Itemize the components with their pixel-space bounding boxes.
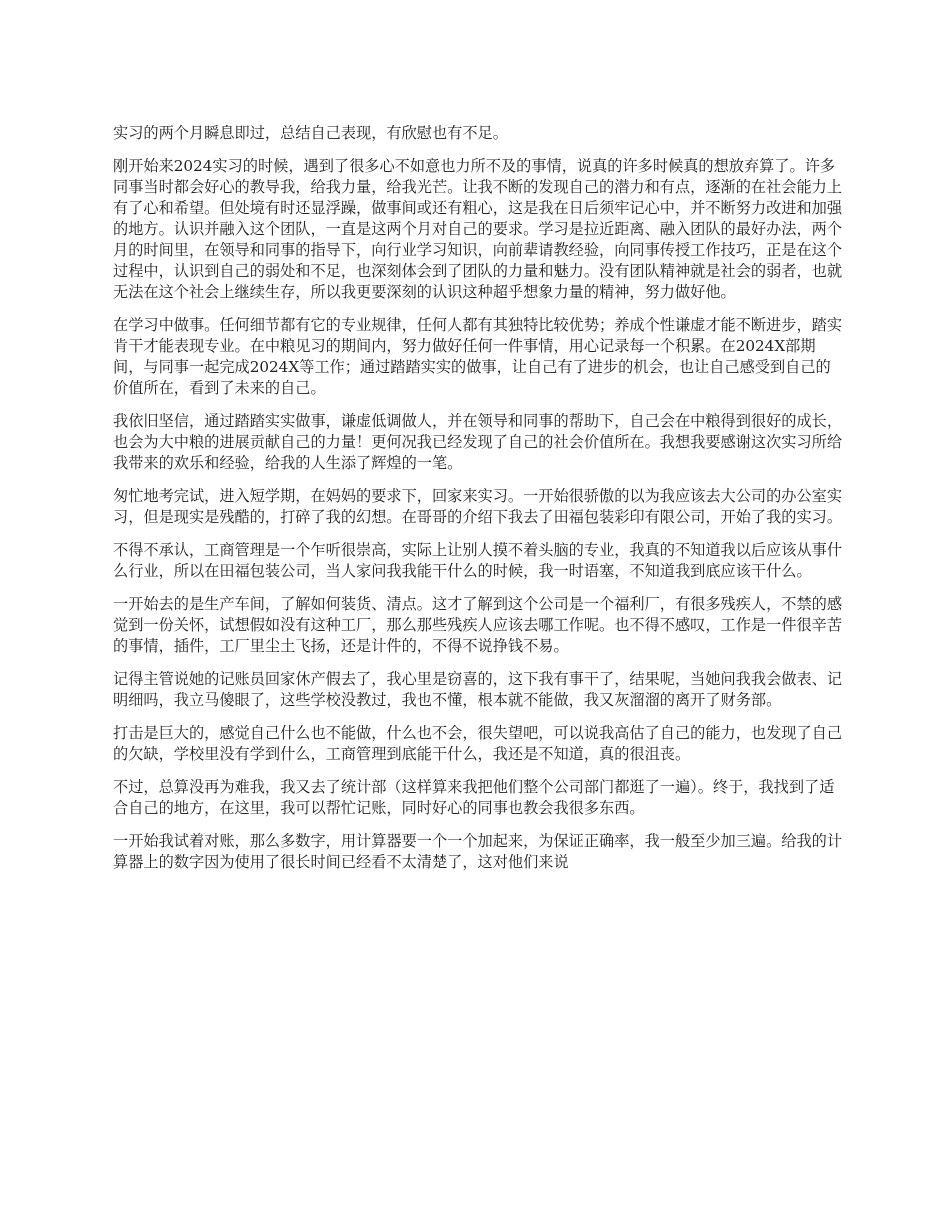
document-body bbox=[113, 123, 843, 885]
paragraph-1: 实习的两个月瞬息即过，总结自己表现，有欣慰也有不足。 bbox=[113, 124, 508, 142]
paragraph-11: 一开始我试着对账，那么多数字，用计算器要一个一个加起来，为保证正确率，我一般至少加三遍。给我的计算器上的数字因为使用了很长时间已经看不太清楚了，这对他们来说 bbox=[113, 832, 842, 871]
paragraph-3: 在学习中做事。任何细节都有它的专业规律，任何人都有其独特比较优势；养成个性谦虚才能不断进步，踏实肯干才能表现专业。在中粮见习的期间内，努力做好任何一件事情，用心记录每一个积累。在2024X部期间，与同事一起完成2024X等工作；通过踏踏实实的做事，让自己有了进步的机会，也让自己感受到自己的价值所在，看到了未来的自己。 bbox=[113, 316, 842, 397]
paragraph-10: 不过，总算没再为难我，我又去了统计部（这样算来我把他们整个公司部门都逛了一遍）。终于，我找到了适合自己的地方，在这里，我可以帮忙记账，同时好心的同事也教会我很多东西。 bbox=[113, 778, 835, 817]
paragraph-9: 打击是巨大的，感觉自己什么也不能做，什么也不会，很失望吧，可以说我高估了自己的能力，也发现了自己的欠缺，学校里没有学到什么，工商管理到底能干什么，我还是不知道，真的很沮丧。 bbox=[113, 724, 842, 763]
paragraph-2: 刚开始来2024实习的时候，遇到了很多心不如意也力所不及的事情，说真的许多时候真的想放弃算了。许多同事当时都会好心的教导我，给我力量，给我光芒。让我不断的发现自己的潜力和有点，逐渐的在社会能力上有了心和希望。但处境有时还显浮躁，做事间或还有粗心，这是我在日后须牢记心中，并不断努力改进和加强的地方。认识并融入这个团队，一直是这两个月对自己的要求。学习是拉近距离、融入团队的最好办法，两个月的时间里，在领导和同事的指导下，向行业学习知识，向前辈请教经验，向同事传授工作技巧，正是在这个过程中，认识到自己的弱处和不足，也深刻体会到了团队的力量和魅力。没有团队精神就是社会的弱者，也就无法在这个社会上继续生存，所以我更要深刻的认识这种超乎想象力量的精神，努力做好他。 bbox=[113, 157, 842, 301]
paragraph-4: 我依旧坚信，通过踏踏实实做事，谦虚低调做人，并在领导和同事的帮助下，自己会在中粮得到很好的成长，也会为大中粮的进展贡献自己的力量！更何况我已经发现了自己的社会价值所在。我想我要感谢这次实习所给我带来的欢乐和经验，给我的人生添了辉煌的一笔。 bbox=[113, 412, 842, 472]
paragraph-6: 不得不承认，工商管理是一个乍听很崇高，实际上让别人摸不着头脑的专业，我真的不知道我以后应该从事什么行业，所以在田福包装公司，当人家问我我能干什么的时候，我一时语塞，不知道我到底应该干什么。 bbox=[113, 541, 842, 580]
paragraph-5: 匆忙地考完试，进入短学期，在妈妈的要求下，回家来实习。一开始很骄傲的以为我应该去大公司的办公室实习，但是现实是残酷的，打碎了我的幻想。在哥哥的介绍下我去了田福包装彩印有限公司，开始了我的实习。 bbox=[113, 487, 842, 526]
paragraph-7: 一开始去的是生产车间，了解如何装货、清点。这才了解到这个公司是一个福利厂，有很多残疾人，不禁的感觉到一份关怀，试想假如没有这种工厂，那么那些残疾人应该去哪工作呢。也不得不感叹，工作是一件很辛苦的事情，插件，工厂里尘土飞扬，还是计件的，不得不说挣钱不易。 bbox=[113, 595, 842, 655]
paragraph-8: 记得主管说她的记账员回家休产假去了，我心里是窃喜的，这下我有事干了，结果呢，当她问我我会做表、记明细吗，我立马傻眼了，这些学校没教过，我也不懂，根本就不能做，我又灰溜溜的离开了财务部。 bbox=[113, 670, 842, 709]
